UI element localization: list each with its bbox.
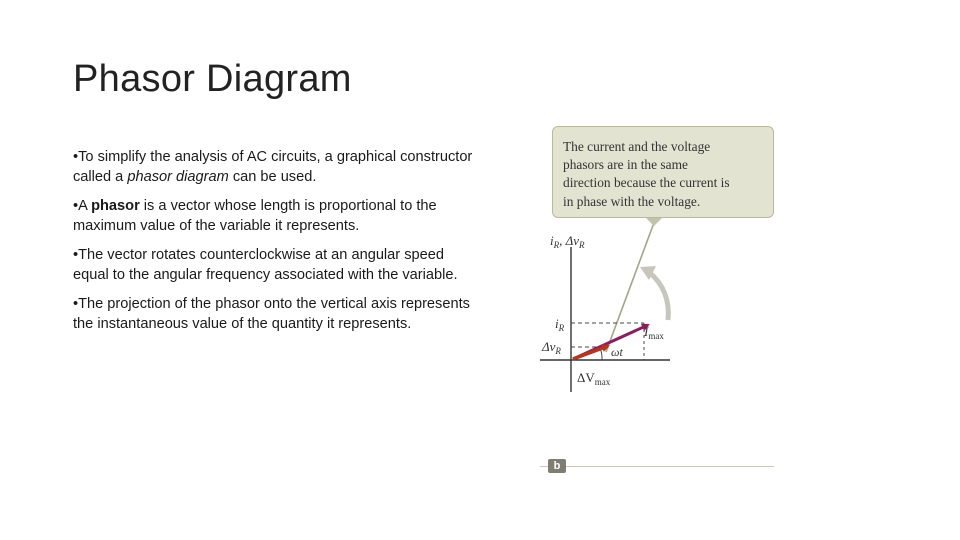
bullet-text: is a vector whose length is proportional to the maximum value of the variable it represents. [73,198,437,234]
panel-label: b [548,459,566,473]
bullet-marker: • [73,198,79,214]
voltage-phasor-label-main: ΔV [577,370,595,385]
callout-line: phasors are in the same [563,157,688,173]
bullet-rotation [73,246,473,285]
current-phasor-label-sub: max [648,331,664,341]
voltage-tick-label [541,339,561,356]
voltage-phasor [573,346,608,359]
bullet-marker: • [73,296,79,312]
current-phasor-label [643,324,664,341]
bullet-text: can be used. [228,168,317,185]
voltage-phasor-label [577,370,611,387]
current-phasor-label-main: I [644,324,649,339]
axis-label [550,233,585,250]
current-tick-sub: R [558,323,565,333]
voltage-phasor-label-sub: max [594,377,611,387]
bullet-marker: • [73,247,79,263]
callout-line: in phase with the voltage. [563,193,701,209]
bullet-emphasis: phasor diagram [127,168,229,185]
bullet-text: The vector rotates counterclockwise at an angular speed equal to the angular frequency associated with the variable. [73,247,458,283]
bullet-projection [73,295,473,334]
current-tick-label [555,316,565,333]
callout-line: direction because the current is [563,175,730,191]
bullet-text: The projection of the phasor onto the vertical axis represents the instantaneous value of the quantity it represents. [73,296,470,332]
bullet-strong: phasor [91,198,140,214]
figure-divider [540,466,774,467]
current-tick-main: i [555,316,559,331]
bullet-phasor-diagram [73,148,473,187]
bullet-list [73,148,473,344]
callout-line: The current and the voltage [563,139,711,154]
voltage-tick-main: Δv [542,339,556,354]
rotation-arrow [650,273,668,320]
axis-label-i-sub: R [553,240,560,250]
bullet-phasor-definition [73,197,473,236]
bullet-marker: • [73,149,79,165]
callout-box [552,126,774,218]
axis-label-v-sub: R [579,240,585,250]
bullet-text: A [78,198,92,214]
slide-title: Phasor Diagram [73,58,352,100]
callout-pointer [645,217,663,226]
axis-label-i: i [550,233,554,248]
phasor-figure [528,120,788,480]
angle-label: ωt [611,345,623,359]
axis-label-sep: , Δv [559,233,580,248]
bullet-text: To simplify the analysis of AC circuits, a graphical constructor called a [73,149,473,185]
voltage-tick-sub: R [555,346,561,356]
